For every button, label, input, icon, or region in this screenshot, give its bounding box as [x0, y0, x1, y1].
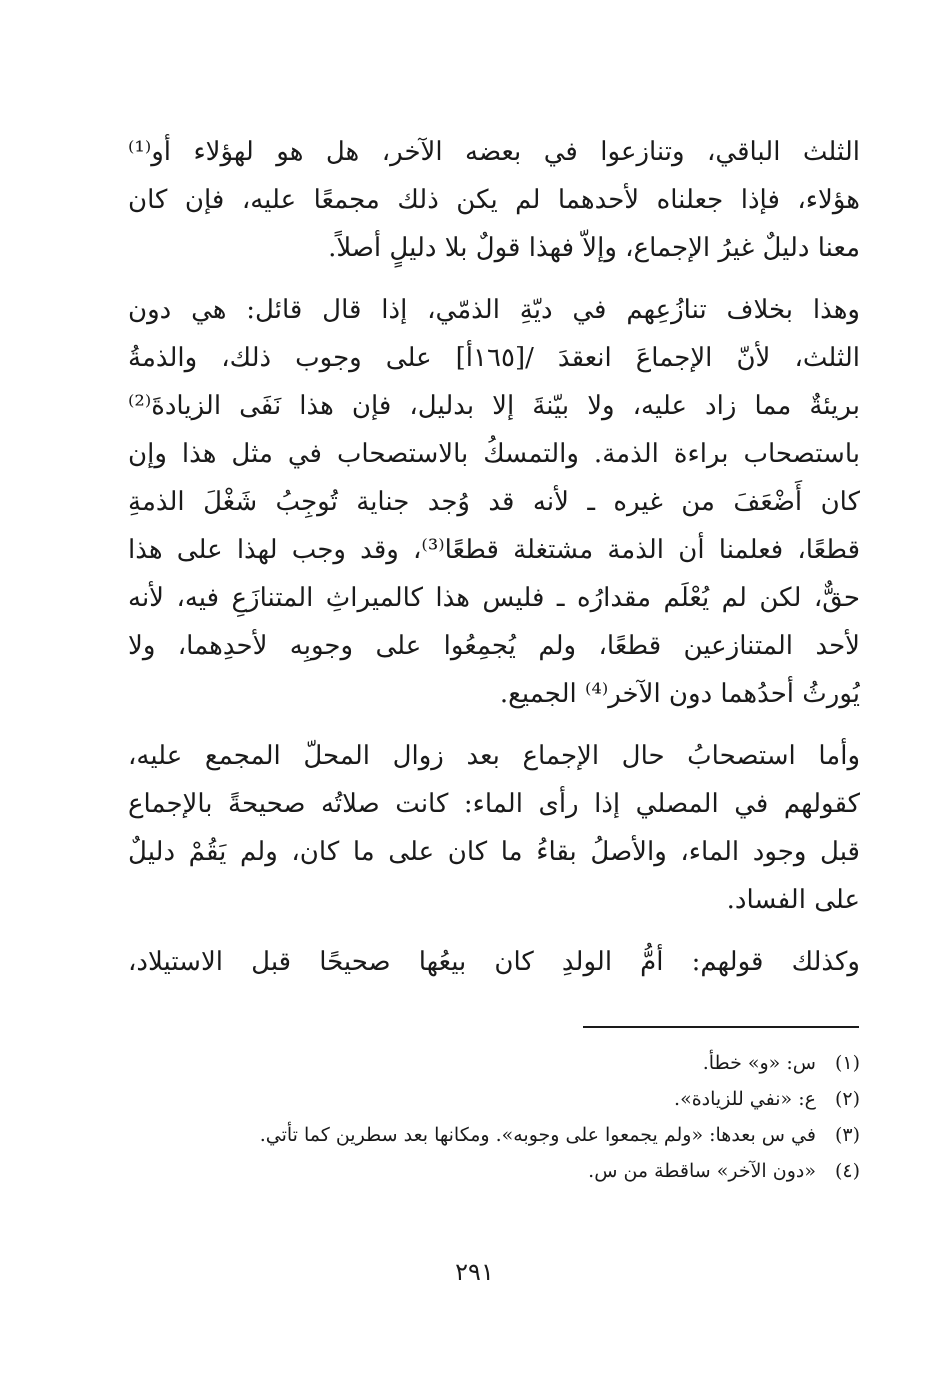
footnote-2: [128, 1081, 860, 1117]
text-line: يُورثُ أحدُهما دون الآخر⁽⁴⁾ الجميع.: [499, 679, 860, 709]
paragraph-1: [128, 128, 860, 272]
footnote-3: [128, 1117, 860, 1153]
footnote-number: (٣): [834, 1124, 860, 1146]
footnote-1: [128, 1045, 860, 1081]
footnote-text: «دون الآخر» ساقطة من س.: [588, 1160, 816, 1182]
footnote-number: (٢): [834, 1088, 860, 1110]
text-line: لأحد المتنازعين قطعًا، ولم يُجمِعُوا على وجوبِه لأحدِهما، ولا: [128, 631, 860, 661]
footnotes: [128, 1045, 860, 1189]
paragraph-3: [128, 732, 860, 924]
text-line: وأما استصحابُ حال الإجماع بعد زوال المحلّ المجمع عليه،: [128, 741, 860, 771]
text-line: قطعًا، فعلمنا أن الذمة مشتغلة قطعًا⁽³⁾، وقد وجب لهذا على هذا: [128, 535, 860, 565]
text-line: كقولهم في المصلي إذا رأى الماء: كانت صلاتُه صحيحةً بالإجماع: [128, 789, 860, 819]
text-line: الثلث الباقي، وتنازعوا في بعضه الآخر، هل هو لهؤلاء أو⁽¹⁾: [128, 137, 860, 167]
text-line: على الفساد.: [726, 885, 860, 915]
text-line: وهذا بخلاف تنازُعِهم في ديّةِ الذمّي، إذا قال قائل: هي دون: [128, 295, 860, 325]
text-line: معنا دليلٌ غيرُ الإجماع، وإلاّ فهذا قولٌ بلا دليلٍ أصلاً.: [328, 233, 860, 263]
page-number: ٢٩١: [455, 1258, 494, 1286]
footnote-divider: [583, 1026, 859, 1028]
text-line: بريئةٌ مما زاد عليه، ولا بيّنةَ إلا بدليل، فإن هذا نَفَى الزيادةَ⁽²⁾: [128, 391, 860, 421]
text-line: كان أَضْعَفَ من غيره ـ لأنه قد وُجد جناية تُوجِبُ شَغْلَ الذمةِ: [128, 487, 860, 517]
main-text: [128, 128, 860, 1000]
paragraph-4: [128, 938, 860, 986]
footnote-4: [128, 1153, 860, 1189]
footnote-text: في س بعدها: «ولم يجمعوا على وجوبه». ومكانها بعد سطرين كما تأتي.: [259, 1124, 816, 1146]
paragraph-2: [128, 286, 860, 718]
footnote-number: (٤): [834, 1160, 860, 1182]
text-line: وكذلك قولهم: أمُّ الولدِ كان بيعُها صحيحًا قبل الاستيلاد،: [128, 947, 860, 977]
text-line: حقٌّ، لكن لم يُعْلَم مقدارُه ـ فليس هذا كالميراثِ المتنازَعِ فيه، لأنه: [128, 583, 860, 613]
text-line: باستصحاب براءة الذمة. والتمسكُ بالاستصحاب في مثل هذا وإن: [128, 439, 860, 469]
footnote-text: ع: «نفي للزيادة».: [674, 1088, 816, 1110]
text-line: هؤلاء، فإذا جعلناه لأحدهما لم يكن ذلك مجمعًا عليه، فإن كان: [128, 185, 860, 215]
footnote-number: (١): [834, 1052, 860, 1074]
text-line: الثلث، لأنّ الإجماعَ انعقدَ /[١٦٥أ] على وجوب ذلك، والذمةُ: [128, 343, 860, 373]
text-line: قبل وجود الماء، والأصلُ بقاءُ ما كان على ما كان، ولم يَقُمْ دليلٌ: [128, 837, 860, 867]
footnote-text: س: «و» خطأ.: [702, 1052, 816, 1074]
